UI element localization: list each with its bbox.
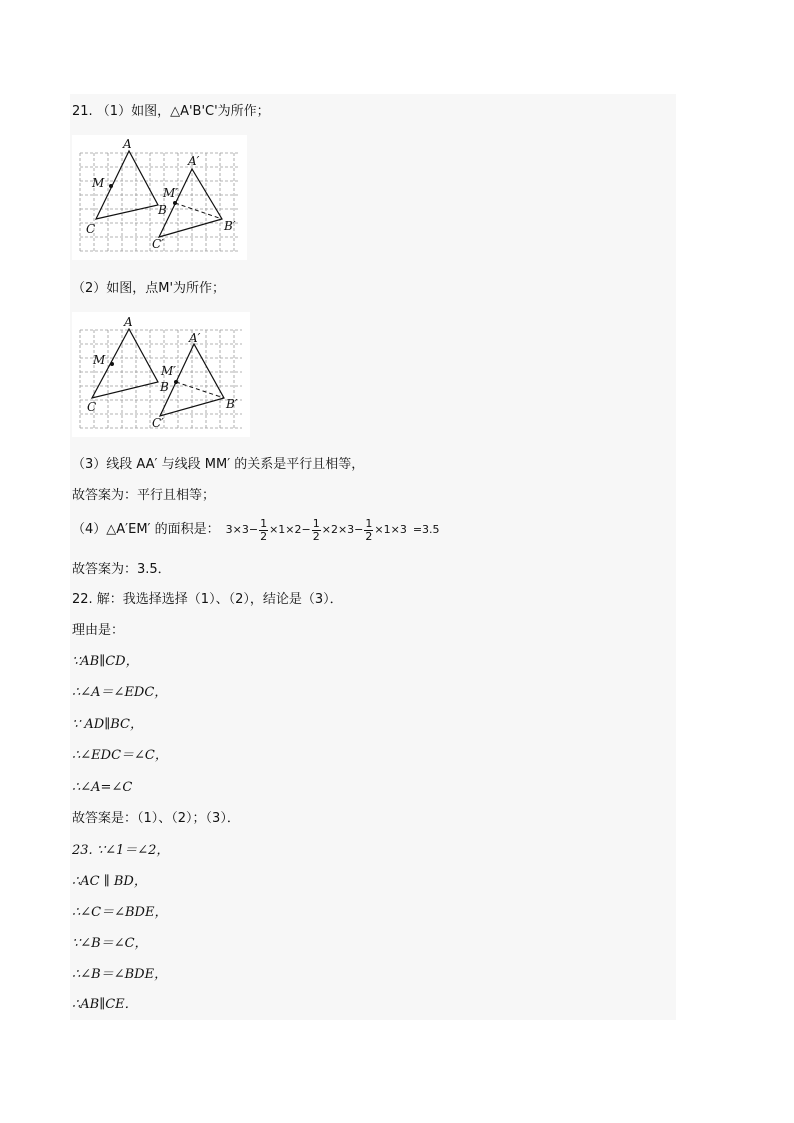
q21-part2: （2）如图，点M'为所作； <box>72 281 226 296</box>
q21-part4-answer: 故答案为：3.5． <box>72 562 171 577</box>
point-m1 <box>174 380 178 384</box>
label-a: A <box>124 315 133 329</box>
q21-part3-answer: 故答案为：平行且相等； <box>72 488 216 503</box>
part4-term2: ×1×2− <box>269 523 311 536</box>
frac-den: 2 <box>365 529 373 543</box>
point-m <box>110 362 114 366</box>
figure-2 <box>72 312 250 437</box>
point-m <box>109 184 113 188</box>
triangle-a1b1c1 <box>159 169 222 237</box>
label-c: C <box>86 222 96 236</box>
label-a: A <box>123 137 132 151</box>
label-c1: C′ <box>152 416 164 430</box>
q21-part4 <box>72 515 440 545</box>
label-b1: B′ <box>224 219 236 233</box>
q22-intro: 22. 解：我选择选择（1）、（2），结论是（3）． <box>72 592 343 607</box>
q23-step5: ∴∠B＝∠BDE， <box>72 967 168 982</box>
figure-1 <box>72 135 247 260</box>
label-b1: B′ <box>226 397 238 411</box>
frac-num: 1 <box>260 516 268 530</box>
label-m: M <box>92 176 105 190</box>
q23-step3: ∴∠C＝∠BDE， <box>72 905 168 920</box>
q21-part1: 21. （1）如图，△A'B'C'为所作； <box>72 104 270 119</box>
q22-step4: ∴∠EDC＝∠C， <box>72 748 168 763</box>
part4-prefix: （4）△A′EM′ 的面积是： <box>72 522 220 537</box>
q23-step1: 23. ∵∠1＝∠2， <box>72 843 170 858</box>
frac-den: 2 <box>312 529 320 543</box>
label-m1: M′ <box>163 186 179 200</box>
part4-term4: ×1×3 <box>374 523 407 536</box>
frac-num: 1 <box>365 516 373 530</box>
label-c1: C′ <box>152 237 164 251</box>
q22-reason: 理由是： <box>72 623 125 638</box>
q22-answer: 故答案是：（1）、（2）；（3）． <box>72 811 240 826</box>
frac-den: 2 <box>260 529 268 543</box>
label-c: C <box>87 400 97 414</box>
q22-step2: ∴∠A＝∠EDC， <box>72 685 168 700</box>
label-b: B <box>160 380 169 394</box>
q22-step3: ∵ AD∥BC， <box>72 717 143 732</box>
frac-num: 1 <box>312 516 320 530</box>
q23-step4: ∵∠B＝∠C， <box>72 936 148 951</box>
label-m1: M′ <box>161 364 177 378</box>
q22-step5: ∴∠A=∠C <box>72 780 133 795</box>
q23-step2: ∴AC ∥ BD， <box>72 874 147 889</box>
label-b: B <box>158 203 167 217</box>
q23-step6: ∴AB∥CE． <box>72 997 138 1012</box>
fraction-half-2 <box>312 518 321 543</box>
part4-term3: ×2×3− <box>321 523 364 536</box>
label-m: M <box>93 353 106 367</box>
part4-result: =3.5 <box>412 523 440 536</box>
label-a1: A′ <box>188 154 200 168</box>
q22-step1: ∵AB∥CD， <box>72 654 139 669</box>
label-a1: A′ <box>189 331 201 345</box>
part4-term1: 3×3− <box>225 523 259 536</box>
fraction-half-3 <box>364 518 373 543</box>
point-m1 <box>173 201 177 205</box>
segment-m1b1 <box>175 203 222 219</box>
fraction-half-1 <box>259 518 268 543</box>
q21-part3: （3）线段 AA′ 与线段 MM′ 的关系是平行且相等， <box>72 457 365 472</box>
